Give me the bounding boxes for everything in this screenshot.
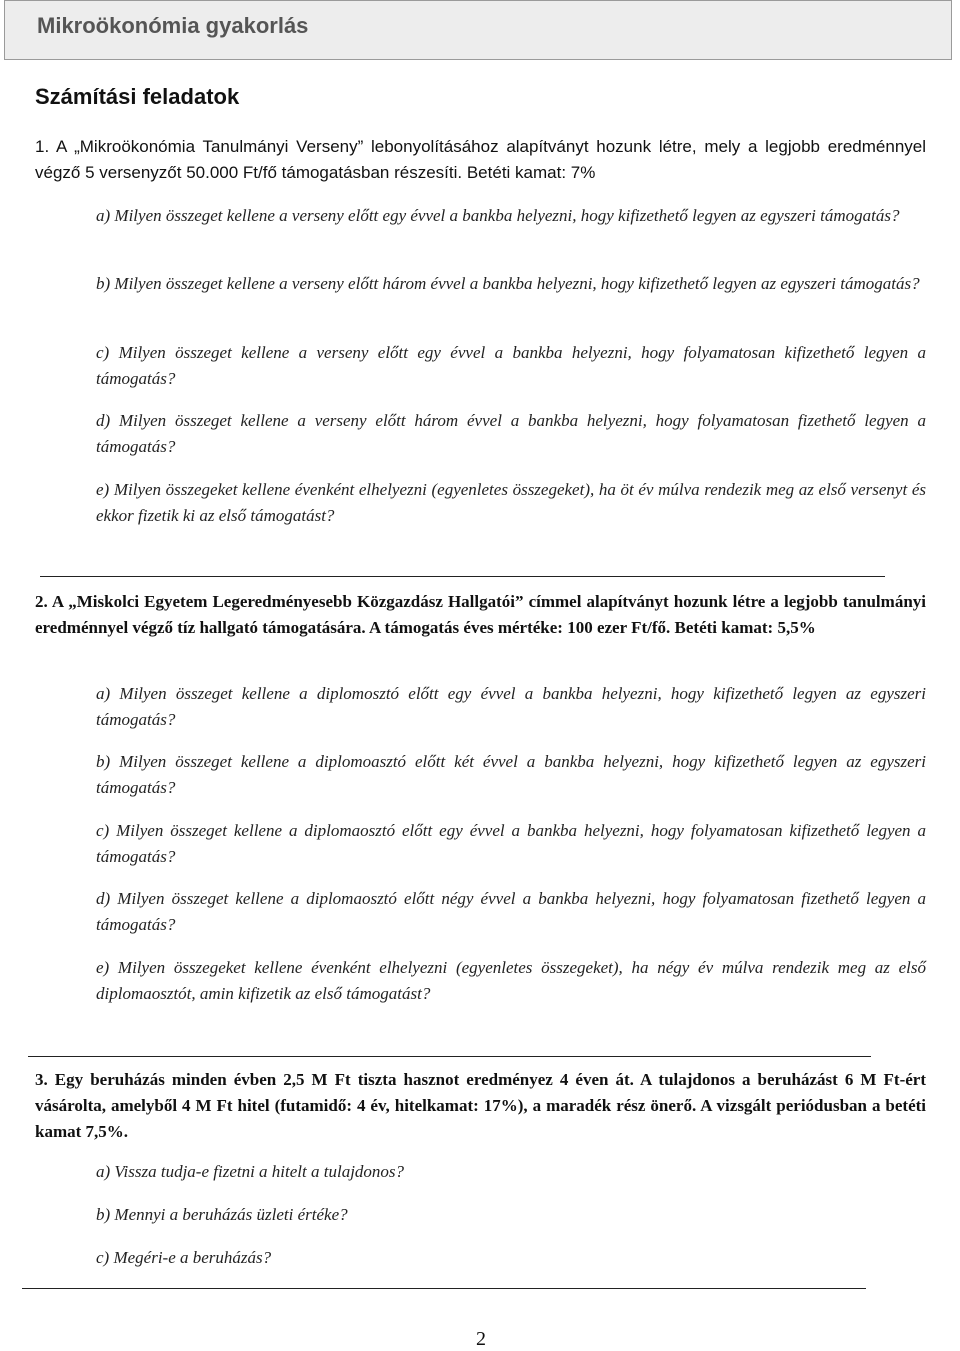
- separator-rule: [40, 576, 885, 577]
- section-title: Számítási feladatok: [35, 84, 240, 109]
- task2-question-e: e) Milyen összegeket kellene évenként elhelyezni (egyenletes összegeket), ha négy év múlva rendezik meg az első diplomaosztót, amin kifizetik az első támogatást?: [96, 958, 926, 1003]
- task1-question-c: c) Milyen összeget kellene a verseny előtt egy évvel a bankba helyezni, hogy folyamatosan kifizethető legyen a támogatás?: [96, 343, 926, 388]
- document-title: Mikroökonómia gyakorlás: [37, 13, 309, 38]
- task3-intro: 3. Egy beruházás minden évben 2,5 M Ft tiszta hasznot eredményez 4 éven át. A tulajdonos a beruházást 6 M Ft-ért vásárolta, amelyből 4 M Ft hitel (futamidő: 4 év, hitelkamat: 17%), a maradék rész önerő. A vizsgált periódusban a betéti kamat 7,5%.: [35, 1070, 926, 1141]
- task1-question-b: b) Milyen összeget kellene a verseny előtt három évvel a bankba helyezni, hogy kifizethető legyen az egyszeri támogatás?: [96, 274, 920, 293]
- separator-rule: [22, 1288, 866, 1289]
- task1-question-d: d) Milyen összeget kellene a verseny előtt három évvel a bankba helyezni, hogy folyamatosan fizethető legyen a támogatás?: [96, 411, 926, 456]
- task2-intro: 2. A „Miskolci Egyetem Legeredményesebb Közgazdász Hallgatói” címmel alapítványt hozunk létre a legjobb tanulmányi eredménnyel végző tíz hallgató támogatására. A támogatás éves mértéke: 100 ezer Ft/fő. Betéti kamat: 5,5%: [35, 592, 926, 637]
- task2-question-c: c) Milyen összeget kellene a diplomaosztó előtt egy évvel a bankba helyezni, hogy folyamatosan kifizethető legyen a támogatás?: [96, 821, 926, 866]
- task1-intro: 1. A „Mikroökonómia Tanulmányi Verseny” lebonyolításához alapítványt hozunk létre, mely a legjobb eredménnyel végző 5 versenyzőt 50.000 Ft/fő támogatásban részesíti. Betéti kamat: 7%: [35, 137, 926, 182]
- task2-question-b: b) Milyen összeget kellene a diplomoasztó előtt két évvel a bankba helyezni, hogy kifizethető legyen az egyszeri támogatás?: [96, 752, 926, 797]
- task3-question-a: a) Vissza tudja-e fizetni a hitelt a tulajdonos?: [96, 1162, 405, 1181]
- separator-rule: [28, 1056, 871, 1057]
- task3-question-c: c) Megéri-e a beruházás?: [96, 1248, 272, 1267]
- task3-question-b: b) Mennyi a beruházás üzleti értéke?: [96, 1205, 348, 1224]
- page-number: 2: [476, 1328, 486, 1350]
- task2-question-a: a) Milyen összeget kellene a diplomosztó előtt egy évvel a bankba helyezni, hogy kifizethető legyen az egyszeri támogatás?: [96, 684, 926, 729]
- task1-question-a: a) Milyen összeget kellene a verseny előtt egy évvel a bankba helyezni, hogy kifizethető legyen az egyszeri támogatás?: [96, 206, 900, 225]
- task2-question-d: d) Milyen összeget kellene a diplomaosztó előtt négy évvel a bankba helyezni, hogy folyamatosan fizethető legyen a támogatás?: [96, 889, 926, 934]
- task1-question-e: e) Milyen összegeket kellene évenként elhelyezni (egyenletes összegeket), ha öt év múlva rendezik meg az első versenyt és ekkor fizetik ki az első támogatást?: [96, 480, 926, 525]
- header-bar: [4, 0, 952, 60]
